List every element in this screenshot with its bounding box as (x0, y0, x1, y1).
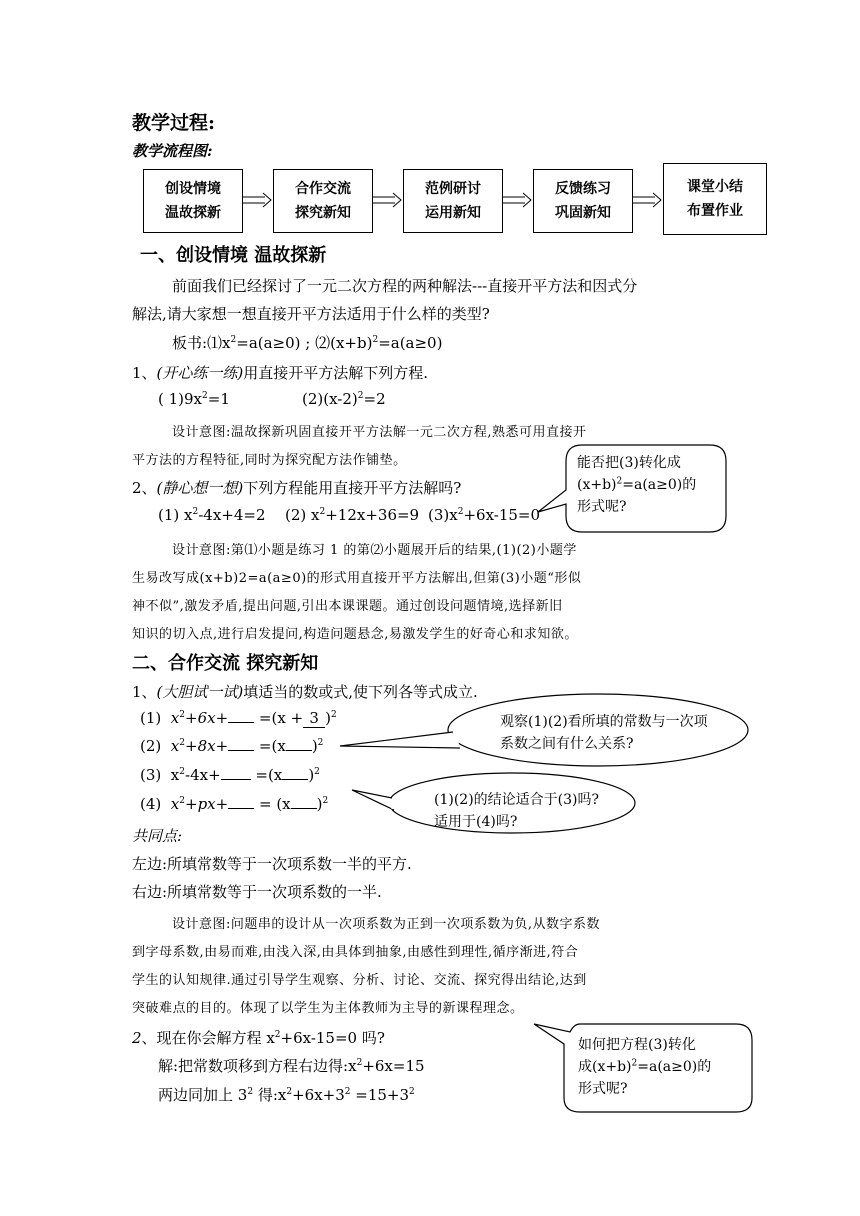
flow-box-3-line1: 范例研讨 (425, 181, 481, 197)
s2-q2-text: 、现在你会解方程 x (141, 1029, 275, 1047)
s1-q1-eq2: $(2)(x-2)^2=2$ (302, 390, 386, 408)
flow-arrow-1-icon (243, 192, 273, 208)
s1-q1-text: 用直接开平方法解下列方程. (243, 364, 429, 382)
s2-row-1-exp2: 2 (331, 710, 337, 720)
flow-box-4-line1: 反馈练习 (555, 181, 611, 197)
intent2-line3: 神不似”,激发矛盾,提出问题,引出本课课题。通过创设问题情境,选择新旧 (132, 599, 563, 614)
s1-q1-eq2-b: =2 (363, 390, 386, 408)
s2-row-2-num: (2) (140, 737, 162, 755)
flow-box-1 (143, 169, 243, 233)
s2-row-4-num: (4) (140, 795, 162, 813)
callout4-line1: 如何把方程(3)转化 (578, 1037, 696, 1053)
s1-q1-num: 1、 (132, 364, 157, 382)
intent3-line2: 到字母系数,由易而难,由浅入深,由具体到抽象,由感性到理性,循序渐进,符合 (132, 945, 579, 960)
s2-row-1-fill[interactable]: 3 (303, 709, 325, 728)
s2-row-3-leftb: -4x+ (185, 766, 221, 784)
s2-row-2-fill[interactable] (286, 750, 312, 751)
intent2-line4: 知识的切入点,进行启发提问,构造问题悬念,易激发学生的好奇心和求知欲。 (132, 627, 578, 642)
s2-row-3-fill[interactable] (282, 779, 308, 780)
flow-box-1-line2: 温故探新 (165, 205, 221, 221)
s2-sol1-a: 解:把常数项移到方程右边得:x (158, 1057, 357, 1075)
s2-sol2-a: 两边同加上 3 (158, 1086, 248, 1104)
s1-q2-eq1-a: (1) x (158, 506, 193, 524)
s2-row-2-leftb: +8x+ (185, 737, 229, 755)
flow-arrow-4-icon (633, 192, 663, 208)
s2-row-4 (140, 795, 328, 813)
s2-row-1-close: ) (325, 709, 331, 727)
s2-q2-text-b: +6x-15=0 吗? (280, 1029, 385, 1047)
intent3-line3: 学生的认知规律.通过引导学生观察、分析、讨论、交流、探究得出结论,达到 (132, 973, 587, 988)
callout1-line3: 形式呢? (577, 499, 627, 515)
callout1 (577, 452, 727, 518)
flow-arrow-3-icon (503, 192, 533, 208)
s2-q2: 2、现在你会解方程 $x^2+6x-15=0$ 吗? (132, 1029, 385, 1047)
callout1-line1: 能否把(3)转化成 (577, 455, 681, 471)
board-end: =a(a≥0) (378, 334, 443, 352)
callout1-line2-b: =a(a≥0)的 (622, 477, 697, 493)
intent2-line2: 生易改写成(x+b)2=a(a≥0)的形式用直接开平方法解出,但第(3)小题“形似 (132, 571, 582, 586)
s2-sol2: 两边同加上 $3^2$ 得$:x^2+6x+3^2 =15+3^2$ (158, 1086, 415, 1104)
s2-sol2-d: =15+3 (350, 1086, 410, 1104)
left-side: 左边:所填常数等于一次项系数一半的平方. (132, 855, 412, 873)
flow-box-5 (663, 163, 767, 235)
s1-q1-eq1-a: ( 1)9x (158, 390, 203, 408)
s2-row-1-leftb: +6x+ (185, 709, 229, 727)
s2-row-1-exp: 2 (179, 710, 185, 720)
callout4-line2-b: =a(a≥0)的 (637, 1059, 712, 1075)
s1-q2-eq3-b: +6x-15=0 (463, 506, 541, 524)
s1-q1-eq2-a: (2)(x-2) (302, 390, 358, 408)
s2-row-4-close: ) (316, 795, 323, 813)
s1-q1-eq1-b: =1 (207, 390, 230, 408)
callout4-line2-a: 成(x+b) (578, 1059, 632, 1075)
s2-row-4-fill[interactable] (291, 808, 317, 809)
flow-box-5-line2: 布置作业 (687, 203, 743, 219)
flow-box-3-line2: 运用新知 (425, 205, 481, 221)
flow-box-2 (273, 169, 373, 233)
s2-row-3 (140, 766, 320, 784)
flow-box-2-line1: 合作交流 (295, 181, 351, 197)
s2-row-3-blank[interactable] (221, 779, 251, 780)
s2-row-4-right: = (x (258, 795, 291, 813)
common-title-text: 共同点: (132, 827, 183, 845)
section1-para-line1: 前面我们已经探讨了一元二次方程的两种解法---直接开平方法和因式分 (172, 277, 638, 295)
intent1-line1: 设计意图:温故探新巩固直接开平方法解一元二次方程,熟悉可用直接开 (172, 425, 587, 440)
s1-q1-italic: (开心练一练) (156, 364, 244, 382)
s1-q2-eq1-b: -4x+4=2 (198, 506, 266, 524)
intent2-line1: 设计意图:第⑴小题是练习 1 的第⑵小题展开后的结果,(1)(2)小题学 (172, 543, 577, 558)
flow-box-2-line2: 探究新知 (295, 205, 351, 221)
s2-row-2-exp: 2 (179, 738, 185, 748)
s2-row-1-num: (1) (140, 709, 162, 727)
s1-q2-eq2-b: +12x+36=9 (325, 506, 420, 524)
s1-q2-eq2-a: (2) x (285, 506, 320, 524)
s2-row-1-blank[interactable] (228, 722, 254, 723)
s1-q2-text: 下列方程能用直接开平方法解吗? (243, 479, 462, 497)
page-heading: 教学过程: (132, 112, 216, 134)
flow-box-5-line1: 课堂小结 (687, 179, 743, 195)
s2-row-1 (140, 709, 337, 728)
s2-row-3-close: ) (308, 766, 315, 784)
s2-row-3-exp2: 2 (314, 767, 320, 777)
s1-q2-eq2: (2) $x^2+12x+36=9$ (285, 506, 420, 524)
callout3: (1)(2)的结论适合于(3)吗? 适用于(4)吗? (434, 792, 599, 830)
s2-row-2-left: x (170, 737, 180, 755)
s1-q2-eq1: (1) $x^2-4x+4=2$ (158, 506, 266, 524)
s2-row-4-exp2: 2 (322, 796, 329, 806)
s2-row-4-leftb: +px+ (185, 795, 229, 813)
section1-title: 一、创设情境 温故探新 (140, 245, 327, 266)
s2-row-3-left: x (170, 766, 180, 784)
flow-box-1-line1: 创设情境 (165, 181, 221, 197)
common-title (132, 825, 182, 846)
callout1-line2-a: (x+b) (577, 477, 617, 493)
section1-para-line2: 解法,请大家想一想直接开平方法适用于什么样的类型? (132, 305, 490, 323)
s2-row-1-right: =(x + (258, 709, 304, 727)
s2-row-2-exp2: 2 (317, 738, 324, 748)
s2-row-3-exp: 2 (179, 767, 185, 777)
s1-q2-eq3: $(3)x^2+6x-15=0$ (428, 506, 541, 524)
board-prefix: 板书:⑴x (172, 334, 231, 352)
s2-sol2-c: +6x+3 (292, 1086, 345, 1104)
board-mid: =a(a≥0) ; ⑵(x+b) (236, 334, 373, 352)
callout4-line2: 成$(x+b)^2=a(a\ge 0)$的 (578, 1058, 712, 1075)
s2-sol1-b: +6x=15 (362, 1057, 425, 1075)
flow-arrow-2-icon (373, 192, 403, 208)
s2-row-4-blank[interactable] (228, 808, 254, 809)
s2-row-3-right: =(x (255, 766, 283, 784)
flow-title: 教学流程图: (132, 142, 213, 160)
s2-row-1-left: x (170, 709, 180, 727)
flow-box-4-line2: 巩固新知 (555, 205, 611, 221)
s1-q2-num: 2、 (132, 479, 157, 497)
s2-row-2-close: ) (311, 737, 318, 755)
s2-sol1: 解:把常数项移到方程右边得$:x^2+6x=15$ (158, 1057, 425, 1075)
s2-row-2-blank[interactable] (228, 750, 254, 751)
s2-sol2-b: 得:x (253, 1086, 287, 1104)
s1-q2-eq3-a: (3)x (428, 506, 458, 524)
callout4 (578, 1034, 748, 1100)
callout1-line2: $(x+b)^2=a(a\ge 0)$的 (577, 476, 697, 493)
flow-box-3 (403, 169, 503, 233)
s2-row-3-num: (3) (140, 766, 162, 784)
intent1-line2: 平方法的方程特征,同时为探究配方法作铺垫。 (132, 453, 407, 468)
intent3-line1: 设计意图:问题串的设计从一次项系数为正到一次项系数为负,从数字系数 (172, 917, 601, 932)
s2-q1-text: 填适当的数或式,使下列各等式成立. (243, 683, 478, 701)
callout2: 观察(1)(2)看所填的常数与一次项系数之间有什么关系? (500, 714, 708, 752)
s1-q2-italic: (静心想一想) (156, 479, 244, 497)
s2-row-4-left: x (170, 795, 180, 813)
s1-q1-eq1: ( $1)9x^2=1$ (158, 390, 230, 408)
s2-q1-italic: (大胆试一试) (156, 683, 244, 701)
s1-q2 (132, 477, 461, 498)
s2-q1-num: 1、 (132, 683, 157, 701)
board-formula: 板书$:⑴x^2=a(a\ge 0)$ ; $⑵(x+b)^2=a(a\ge 0)$ (172, 334, 443, 352)
s2-q2-num: 2 (132, 1029, 142, 1047)
intent3-line4: 突破难点的目的。体现了以学生为主体教师为主导的新课程理念。 (132, 1001, 524, 1016)
s1-q1 (132, 362, 428, 383)
flow-box-4 (533, 169, 633, 233)
right-side: 右边:所填常数等于一次项系数的一半. (132, 883, 382, 901)
callout4-line3: 形式呢? (578, 1081, 628, 1097)
s2-row-4-exp: 2 (179, 796, 185, 806)
section2-title: 二、合作交流 探究新知 (132, 653, 319, 674)
s2-row-2-right: =(x (258, 737, 286, 755)
s2-row-2 (140, 737, 323, 755)
